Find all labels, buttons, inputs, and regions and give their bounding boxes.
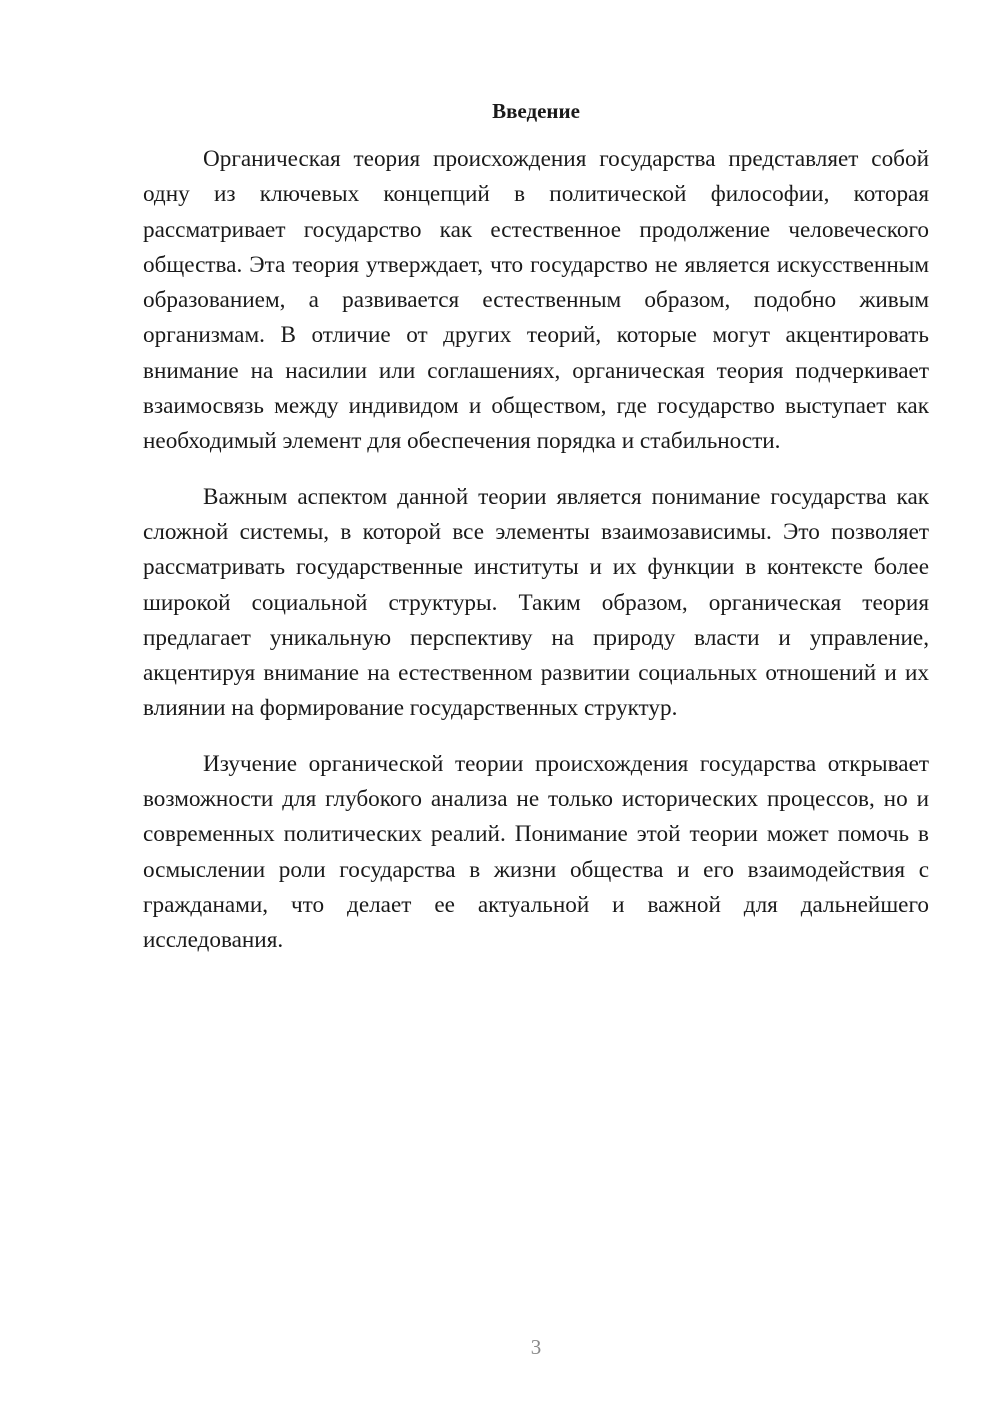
section-heading: Введение — [492, 99, 580, 123]
paragraph-1: Органическая теория происхождения государства представляет собой одну из ключевых концепций в политической философии, которая рассматривает государство как естественное продолжение человеческого общества. Эта теория утверждает, что государство не является искусственным образованием, а развивается естественным образом, подобно живым организмам. В отличие от других теорий, которые могут акцентировать внимание на насилии или соглашениях, органическая теория подчеркивает взаимосвязь между индивидом и обществом, где государство выступает как необходимый элемент для обеспечения порядка и стабильности. — [143, 146, 929, 455]
paragraph-3: Изучение органической теории происхождения государства открывает возможности для глубокого анализа не только исторических процессов, но и современных политических реалий. Понимание этой теории может помочь в осмыслении роли государства в жизни общества и его взаимодействия с гражданами, что делает ее актуальной и важной для дальнейшего исследования. — [143, 750, 929, 954]
page-number: 3 — [530, 1335, 542, 1359]
body-text — [143, 142, 929, 979]
paragraph-2: Важным аспектом данной теории является понимание государства как сложной системы, в которой все элементы взаимозависимы. Это позволяет рассматривать государственные институты и их функции в контексте более широкой социальной структуры. Таким образом, органическая теория предлагает уникальную перспективу на природу власти и управление, акцентируя внимание на естественном развитии социальных отношений и их влиянии на формирование государственных структур. — [143, 483, 929, 722]
heading-container — [143, 97, 929, 125]
